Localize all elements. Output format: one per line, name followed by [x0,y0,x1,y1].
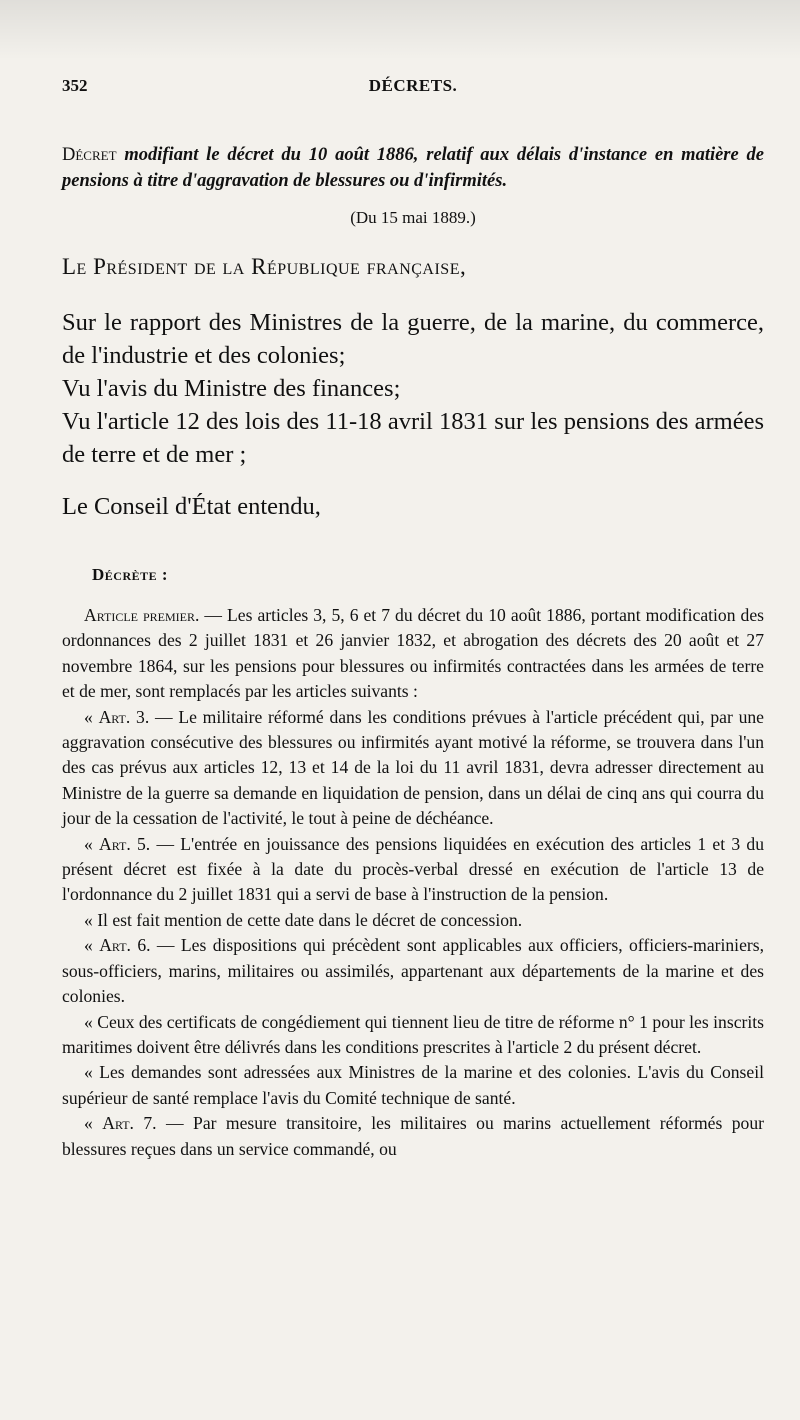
article-3 [62,705,764,832]
conseil-etat-line: Le Conseil d'État entendu, [62,493,321,520]
article-7 [62,1111,764,1162]
article-5-paragraph-2: « Il est fait mention de cette date dans le décret de concession. [84,909,523,930]
decree-title-text: modifiant le décret du 10 août 1886, relatif aux délais d'instance en matière de pensions à titre d'aggravation de blessures ou d'infirmités. [62,145,764,191]
article-6-label: Art. 6. [99,935,151,956]
article-6-paragraph-3: « Les demandes sont adressées aux Ministres de la marine et des colonies. L'avis du Conseil supérieur de santé remplace l'avis du Comité technique de santé. [62,1062,764,1108]
article-6 [62,933,764,1009]
quote-mark: « [84,935,100,956]
article-3-text: — Le militaire réformé dans les conditions prévues à l'article précédent qui, par une aggravation consécutive des blessures ou infirmités ayant motivé la réforme, se trouvera dans l'un des cas prévus aux articles 12, 13 et 14 de la loi du 11 avril 1831, devra adresser directement au Ministre de la guerre sa demande en liquidation de pension, dans un délai de cinq ans qui courra du jour de la cessation de l'activité, le tout à peine de déchéance. [62,706,764,829]
quote-mark: « [84,706,99,727]
quote-mark: « [84,1113,103,1134]
running-head [62,76,764,104]
visa-paragraph: Vu l'article 12 des lois des 11-18 avril 1831 sur les pensions des armées de terre et de mer ; [62,408,764,468]
article-7-text: — Par mesure transitoire, les militaires ou marins actuellement réformés pour blessures reçues dans un service commandé, ou [62,1113,764,1159]
article-premier-text: — Les articles 3, 5, 6 et 7 du décret du 10 août 1886, portant modification des ordonnances des 2 juillet 1831 et 26 janvier 1832, et abrogation des décrets des 20 août et 27 novembre 1864, sur les pensions pour blessures ou infirmités contractées dans les armées de terre et de mer, sont remplacés par les articles suivants : [62,605,764,702]
article-3-label: Art. 3. [98,706,150,727]
visa-paragraph: Vu l'avis du Ministre des finances; [62,375,401,402]
article-5-text: — L'entrée en jouissance des pensions liquidées en exécution des articles 1 et 3 du présent décret est fixée à la date du procès-verbal dressé en exécution de l'article 13 de l'ordonnance du 2 juillet 1831 qui a servi de base à l'instruction de la pension. [62,833,764,905]
article-6-paragraph-2: « Ceux des certificats de congédiement qui tiennent lieu de titre de réforme n° 1 pour les inscrits maritimes doivent être délivrés dans les conditions prescrites à l'article 2 du présent décret. [62,1011,764,1057]
article-5-label: Art. 5. [99,833,151,854]
decree-title-lead: Décret [62,145,117,165]
decree-date: (Du 15 mai 1889.) [350,208,476,227]
decree-title [62,142,764,194]
visas [62,306,764,471]
article-premier [62,603,764,705]
visa-paragraph: Sur le rapport des Ministres de la guerre, de la marine, du commerce, de l'industrie et des colonies; [62,309,764,369]
article-6-text: — Les dispositions qui précèdent sont applicables aux officiers, officiers-mariniers, sous-officiers, marins, militaires ou assimilés, appartenant aux départements de la marine et des colonies. [62,935,764,1007]
decrete-heading: Décrète : [92,565,169,584]
president-heading: Le Président de la République française, [62,254,467,279]
article-premier-label: Article premier. [84,605,200,625]
article-7-label: Art. 7. [102,1113,157,1134]
quote-mark: « [84,833,100,854]
page-number: 352 [62,76,88,95]
running-title: DÉCRETS. [368,76,458,95]
article-5 [62,832,764,908]
articles-body [62,603,764,1162]
